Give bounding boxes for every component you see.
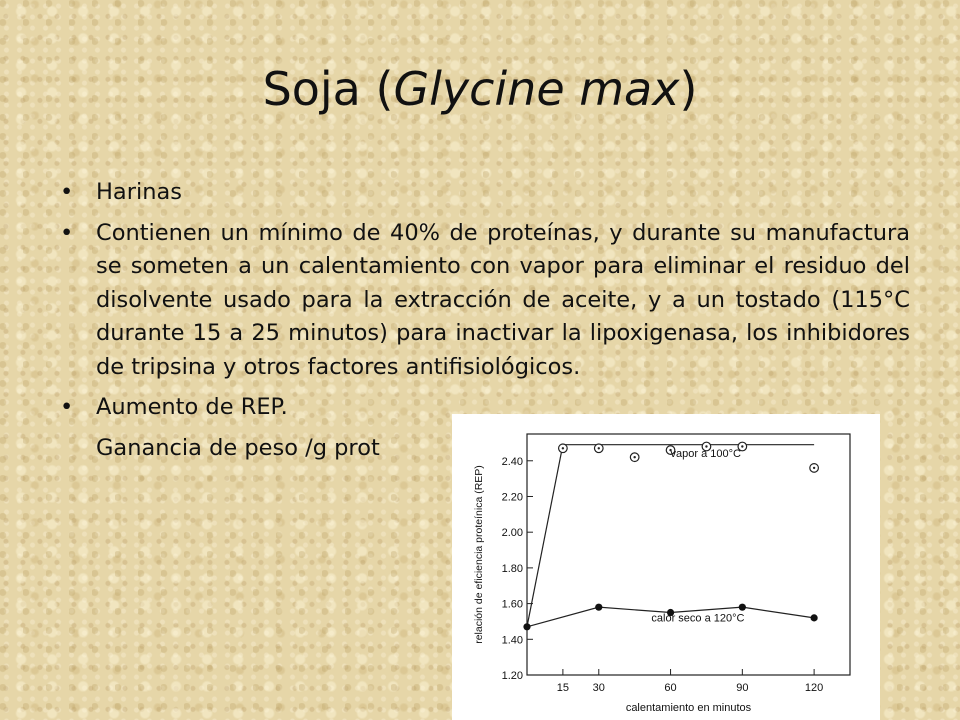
dry-heat-point [595,604,602,611]
y-tick-label: 1.20 [501,670,523,682]
bullet-item [60,217,910,385]
bullet-icon: • [60,219,74,246]
y-axis-label: relación de eficiencia proteínica (REP) [473,465,485,644]
y-tick-label: 1.60 [501,598,523,611]
title-species: Glycine max [393,62,680,116]
y-tick-label: 1.80 [501,562,523,575]
vapor-point-center [598,447,600,449]
bullet-text: Aumento de REP. [96,394,288,420]
y-tick-label: 2.20 [501,491,523,504]
vapor-rise-line [527,445,563,627]
title-prefix: Soja ( [262,62,394,116]
x-axis-label: calentamiento en minutos [625,702,752,714]
bullet-subline: Ganancia de peso /g prot [96,434,380,461]
y-tick-label: 2.40 [501,455,523,468]
y-tick-label: 1.40 [501,634,523,647]
vapor-point-center [813,467,815,469]
title-suffix: ) [679,62,698,116]
dry-heat-point [739,604,746,611]
vapor-point-center [633,456,635,458]
bullet-text: Contienen un mínimo de 40% de proteínas, y durante su manufactura se someten a un calentamiento con vapor para eliminar el residuo del disolvente usado para la extracción de aceite, y a un tostado (115°C durante 15 a 25 minutos) para inactivar la lipoxigenasa, los inhibidores de tripsina y otros factores antifisiológicos. [96,219,910,380]
vapor-series-label: vapor a 100°C [670,448,742,461]
bullet-item [60,176,910,210]
rep-chart [452,414,880,720]
dry-heat-point [811,614,818,621]
y-tick-label: 2.00 [501,527,523,540]
x-tick-label: 90 [736,682,749,694]
dry-heat-series-label: calor seco a 120°C [651,612,745,625]
x-tick-label: 120 [804,682,824,694]
x-tick-label: 15 [556,682,570,694]
x-tick-label: 60 [664,682,677,694]
x-tick-label: 30 [592,682,605,694]
bullet-icon: • [60,179,74,205]
vapor-point-center [741,445,743,447]
bullet-icon: • [60,394,74,420]
plot-frame [527,434,850,675]
bullet-text: Harinas [96,179,182,205]
slide-title [0,64,960,115]
rep-chart-panel [452,414,880,720]
vapor-point-center [562,447,564,449]
dry-heat-point [523,623,530,630]
